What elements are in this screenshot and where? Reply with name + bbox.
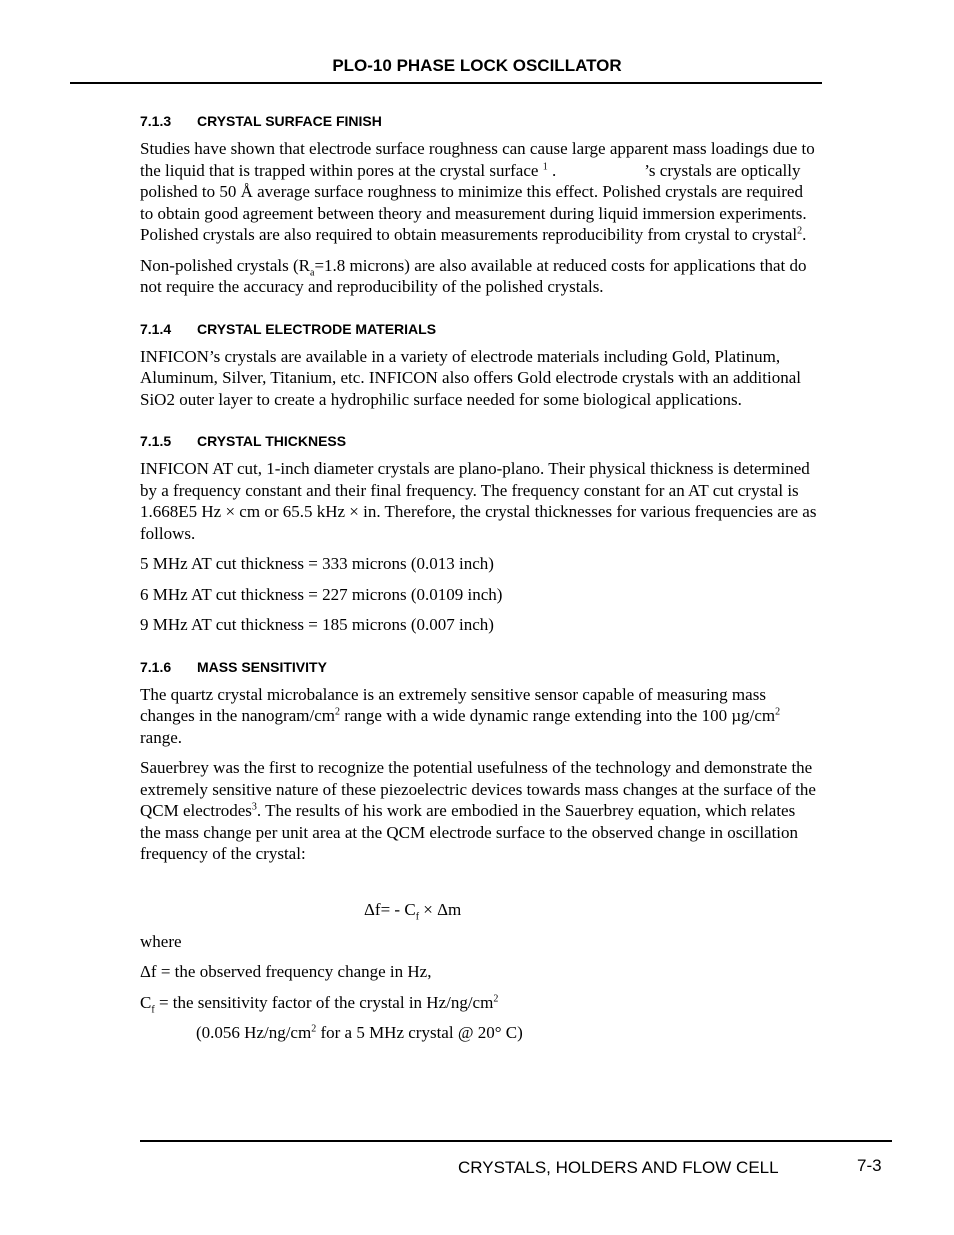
page-number: 7-3: [857, 1156, 882, 1175]
subscript: f: [415, 910, 420, 922]
text-run: .: [802, 225, 807, 244]
text-run: Non-polished crystals (R: [140, 255, 310, 275]
section-title: MASS SENSITIVITY: [197, 658, 327, 675]
text-run: × Δm: [419, 899, 462, 919]
text-run: . The results of his work are embodied in the Sauerbrey equation, which relates the mass change per unit area at the QCM electrode surface to the observed change in oscillation frequency of the crystal:: [140, 801, 799, 863]
thickness-line: 6 MHz AT cut thickness = 227 microns (0.0109 inch): [140, 584, 503, 604]
sauerbrey-equation: [140, 899, 820, 921]
section-title: CRYSTAL THICKNESS: [197, 433, 347, 449]
page-header-title: PLO-10 PHASE LOCK OSCILLATOR: [332, 56, 622, 75]
paragraph: [140, 757, 820, 865]
header-divider: [70, 82, 822, 84]
section-heading: [140, 658, 820, 676]
text-run: The quartz crystal microbalance is an extremely sensitive sensor capable of measuring mass changes in the nanogram/cm: [140, 684, 766, 725]
text-run: range.: [140, 727, 183, 747]
text-run: Studies have shown that electrode surface roughness can cause large apparent mass loadings due to the liquid that is trapped within pores at the crystal surface: [140, 139, 815, 180]
footer-divider: [140, 1140, 892, 1142]
thickness-line: 5 MHz AT cut thickness = 333 microns (0.013 inch): [140, 554, 494, 573]
section-number: 7.1.4: [140, 320, 172, 337]
subscript: a: [309, 266, 315, 278]
subscript: f: [151, 1003, 155, 1015]
paragraph: [140, 138, 820, 246]
superscript: 2: [334, 706, 340, 718]
text-run: Sauerbrey was the first to recognize the potential usefulness of the technology and demonstrate the extremely sensitive nature of these piezoelectric devices towards mass changes at the surface of the QCM electrodes: [140, 758, 816, 820]
section-number: 7.1.3: [140, 113, 172, 129]
paragraph: INFICON AT cut, 1-inch diameter crystals are plano-plano. Their physical thickness is determined by a frequency constant and their final frequency. The frequency constant for an AT cut crystal is 1.668E5 Hz × cm or 65.5 kHz × in. Therefore, the crystal thicknesses for various frequencies are as follows.: [140, 459, 817, 543]
definition-line: [140, 992, 820, 1014]
section-heading: [140, 112, 820, 130]
text-run: .: [547, 160, 557, 180]
page-body: [140, 112, 820, 1066]
footnote-ref: 1: [542, 160, 548, 172]
superscript: 2: [493, 992, 499, 1004]
paragraph: INFICON’s crystals are available in a variety of electrode materials including Gold, Platinum, Aluminum, Silver, Titanium, etc. INFICON also offers Gold electrode crystals with an additional SiO2 outer layer to create a hydrophilic surface needed for some biological applications.: [140, 346, 801, 409]
definition-note: [140, 1022, 820, 1044]
section-7-1-3: [140, 112, 820, 298]
text-run: (0.056 Hz/ng/cm: [196, 1023, 312, 1042]
superscript: 2: [775, 706, 781, 718]
text-run: for a 5 MHz crystal @ 20° C): [316, 1023, 523, 1042]
text-run: = the sensitivity factor of the crystal in Hz/ng/cm: [154, 992, 494, 1012]
text-run: Δf= - C: [364, 899, 416, 919]
section-heading: [140, 432, 820, 450]
section-7-1-6: [140, 658, 820, 1044]
section-number: 7.1.5: [140, 433, 172, 449]
text-run: C: [140, 992, 152, 1012]
section-heading: [140, 320, 820, 338]
definition-line: Δf = the observed frequency change in Hz,: [140, 962, 432, 981]
footer-section-title: CRYSTALS, HOLDERS AND FLOW CELL: [458, 1158, 779, 1177]
footnote-ref: 2: [797, 225, 803, 237]
section-7-1-4: [140, 320, 820, 411]
thickness-line: 9 MHz AT cut thickness = 185 microns (0.007 inch): [140, 615, 494, 634]
footnote-ref: 3: [251, 801, 257, 813]
section-title: CRYSTAL ELECTRODE MATERIALS: [197, 320, 437, 337]
text-run: range with a wide dynamic range extending into the 100 µg/cm: [339, 706, 776, 725]
section-number: 7.1.6: [140, 658, 172, 675]
paragraph: [140, 255, 820, 298]
text-run: =1.8 microns) are also available at reduced costs for applications that do not require the accuracy and reproducibility of the polished crystals.: [140, 255, 807, 296]
section-title: CRYSTAL SURFACE FINISH: [197, 113, 382, 129]
superscript: 2: [311, 1023, 317, 1035]
paragraph: [140, 684, 820, 749]
where-label: where: [140, 931, 182, 951]
section-7-1-5: [140, 432, 820, 636]
text-run: ’s crystals are optically polished to 50 Å average surface roughness to minimize this effect. Polished crystals are required to obtain good agreement between theory and measurement during liquid immersion experiments. Polished crystals are also required to obtain measurements reproducibility from crystal to crystal: [140, 160, 807, 244]
